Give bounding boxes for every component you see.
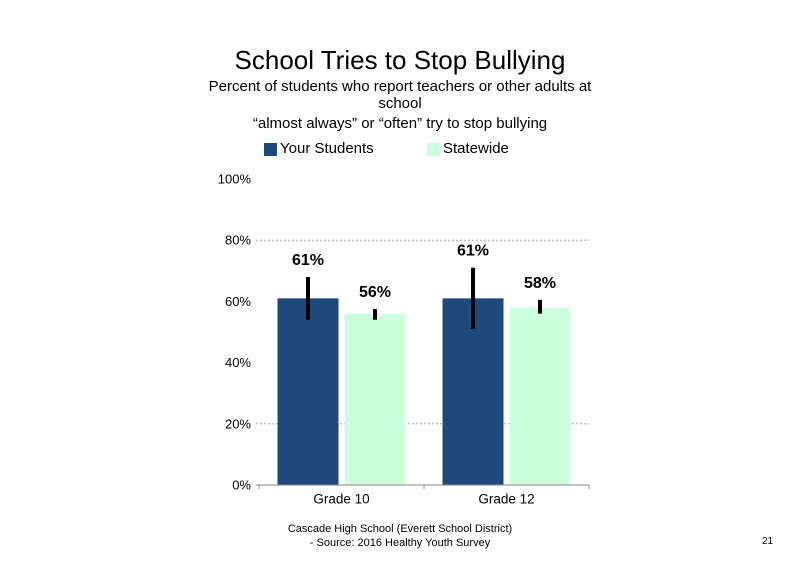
x-tick-label-grade-12: Grade 12 (478, 491, 535, 507)
y-axis-labels (218, 172, 252, 493)
y-tick-label-80: 80% (224, 232, 251, 248)
page-number: 21 (762, 536, 774, 547)
x-axis-labels (313, 492, 534, 507)
subtitle-line-3: “almost always” or “often” try to stop bullying (252, 115, 548, 132)
bars (278, 298, 571, 485)
data-labels (292, 243, 556, 301)
bar-statewide-grade-12 (510, 308, 571, 485)
legend-swatch-statewide (427, 143, 440, 156)
y-tick-label-0: 0% (232, 477, 251, 493)
legend-label-statewide: Statewide (443, 140, 509, 157)
legend-label-your-students: Your Students (280, 140, 374, 157)
y-tick-label-40: 40% (224, 355, 251, 371)
bar-chart (200, 165, 610, 515)
legend-item-statewide (427, 140, 509, 158)
y-tick-label-100: 100% (217, 171, 251, 187)
y-tick-label-60: 60% (224, 293, 251, 309)
bar-statewide-grade-10 (345, 314, 406, 485)
chart-title: School Tries to Stop Bullying (234, 45, 566, 75)
data-label-your-students-grade-10: 61% (291, 251, 325, 269)
data-label-statewide-grade-12: 58% (523, 274, 557, 292)
legend-swatch-your-students (264, 143, 277, 156)
legend-item-your-students (264, 140, 374, 158)
bar-your-students-grade-10 (278, 298, 339, 485)
footer-source-line: - Source: 2016 Healthy Youth Survey (309, 537, 491, 549)
data-label-your-students-grade-12: 61% (456, 242, 490, 260)
subtitle-line-2: school (378, 95, 422, 112)
error-bars (308, 268, 540, 329)
footer-school-line: Cascade High School (Everett School District) (287, 523, 513, 535)
subtitle-line-1: Percent of students who report teachers or other adults at (208, 78, 592, 95)
x-tick-label-grade-10: Grade 10 (313, 491, 370, 507)
x-axis-ticks (259, 485, 589, 489)
y-tick-label-20: 20% (224, 416, 251, 432)
data-label-statewide-grade-10: 56% (358, 284, 392, 302)
